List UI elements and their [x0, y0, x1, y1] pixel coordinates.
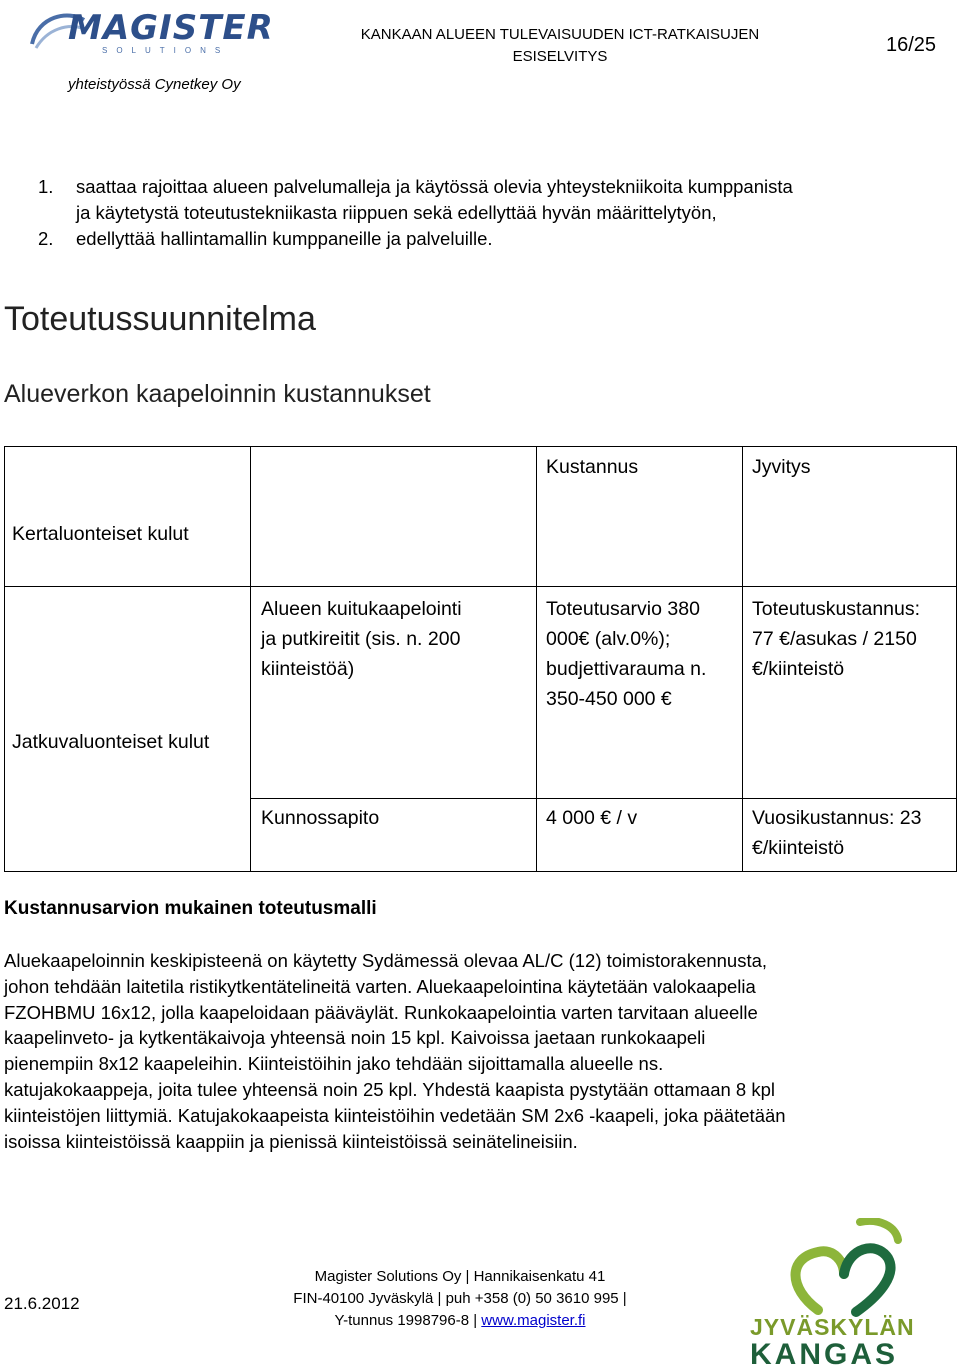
paragraph-line: Aluekaapeloinnin keskipisteenä on käytetty Sydämessä olevaa AL/C (12) toimistorakennusta, — [4, 950, 768, 971]
table-border — [4, 446, 957, 447]
paragraph-line: isoissa kiinteistöissä kaappiin ja pienissä kiinteistöissä seinätelineisiin. — [4, 1130, 578, 1152]
table-cell-allocation — [752, 803, 921, 863]
footer-company-line: Magister Solutions Oy | Hannikaisenkatu 41 — [314, 1268, 606, 1285]
cell-line: kiinteistöä) — [261, 658, 355, 680]
cell-line: 000€ (alv.0%); — [546, 628, 671, 650]
cell-line: ja putkireitit (sis. n. 200 — [261, 628, 461, 650]
paragraph-line: kiinteistöjen liittymiä. Katujakokaapeista kiinteistöihin vedetään SM 2x6 -kaapeli, joka päätetään — [4, 1104, 786, 1126]
footer-city-line: FIN-40100 Jyväskylä | puh +358 (0) 50 3610 995 | — [293, 1290, 627, 1307]
column-header-allocation: Jyvitys — [752, 456, 811, 478]
list-item-text: ja käytetystä toteutustekniikasta riippuen sekä edellyttää hyvän määrittelytyön, — [76, 202, 717, 223]
cell-line: Toteutusarvio 380 — [546, 598, 700, 620]
list-item — [38, 174, 938, 226]
jyvaskylan-kangas-logo — [748, 1218, 958, 1370]
footer-address — [260, 1266, 660, 1332]
table-divider — [536, 446, 537, 872]
cost-table — [4, 446, 957, 872]
cell-line: Toteutuskustannus: — [752, 598, 921, 620]
page-number: 16/25 — [886, 34, 937, 56]
paragraph-line: pienempiin 8x12 kaapeleihin. Kiinteistöihin jako tehdään sijoittamalla alueelle ns. — [4, 1053, 664, 1075]
table-border — [4, 446, 5, 872]
list-item-number: 2. — [38, 228, 54, 249]
cell-line: €/kiinteistö — [752, 837, 845, 859]
table-divider — [250, 446, 251, 872]
cell-line: 77 €/asukas / 2150 — [752, 628, 917, 650]
list-item — [38, 226, 938, 252]
table-divider — [4, 586, 957, 587]
table-cell-description — [261, 594, 462, 684]
cell-line: Vuosikustannus: 23 — [752, 807, 922, 829]
footer-id-line — [260, 1310, 660, 1332]
column-header-cost: Kustannus — [546, 456, 639, 478]
logo-wordmark: MAGISTER — [68, 8, 274, 48]
table-cell-cost — [546, 594, 706, 714]
cooperation-note: yhteistyössä Cynetkey Oy — [68, 76, 241, 93]
row-label-ongoing: Jatkuvaluonteiset kulut — [12, 731, 210, 753]
table-divider — [742, 446, 743, 872]
brand-name-bottom: KANGAS — [750, 1338, 899, 1371]
section-heading-model: Kustannusarvion mukainen toteutusmalli — [4, 898, 377, 919]
section-heading-main: Toteutussuunnitelma — [4, 300, 316, 338]
list-item-text: edellyttää hallintamallin kumppaneille ja palveluille. — [76, 228, 493, 249]
cell-line: Alueen kuitukaapelointi — [261, 598, 462, 620]
table-border — [956, 446, 957, 872]
section-subheading: Alueverkon kaapeloinnin kustannukset — [4, 380, 431, 408]
magister-logo — [28, 6, 290, 66]
footer-date: 21.6.2012 — [4, 1294, 80, 1313]
website-link[interactable]: www.magister.fi — [481, 1312, 586, 1329]
table-cell-cost: 4 000 € / v — [546, 807, 638, 829]
document-title-line2: ESISELVITYS — [512, 48, 608, 65]
list-item-number: 1. — [38, 176, 54, 197]
cell-line: budjettivarauma n. — [546, 658, 707, 680]
table-cell-allocation — [752, 594, 920, 684]
body-paragraph — [4, 948, 944, 1154]
paragraph-line: kaapelinveto- ja kytkentäkaivoja yhteensä noin 15 kpl. Kaivoissa jaetaan runkokaapeli — [4, 1027, 706, 1049]
heart-swirl-icon — [748, 1218, 958, 1318]
row-label-onetime: Kertaluonteiset kulut — [12, 523, 189, 545]
paragraph-line: johon tehdään laitetila ristikytkentätelineitä varten. Aluekaapelointina käytetään valokaapelia — [4, 975, 756, 997]
list-item-text: saattaa rajoittaa alueen palvelumalleja ja käytössä olevia yhteystekniikoita kumppanista — [76, 176, 793, 197]
paragraph-line: katujakokaappeja, joita tulee yhteensä noin 25 kpl. Yhdestä kaapista pystytään ottamaan 8 kpl — [4, 1078, 776, 1100]
footer-business-id: Y-tunnus 1998796-8 | — [334, 1312, 482, 1329]
brand-name-top: JYVÄSKYLÄN — [750, 1314, 915, 1340]
table-border — [4, 871, 957, 872]
logo-subtitle: SOLUTIONS — [102, 46, 230, 55]
cell-line: 350-450 000 € — [546, 688, 672, 710]
document-title-line1: KANKAAN ALUEEN TULEVAISUUDEN ICT-RATKAISUJEN — [360, 26, 760, 43]
document-title — [330, 24, 790, 68]
paragraph-line: FZOHBMU 16x12, jolla kaapeloidaan pääväylät. Runkokaapelointia varten tarvitaan alueelle — [4, 1001, 758, 1023]
table-cell-description: Kunnossapito — [261, 807, 380, 829]
cell-line: €/kiinteistö — [752, 658, 845, 680]
table-divider — [250, 798, 957, 799]
